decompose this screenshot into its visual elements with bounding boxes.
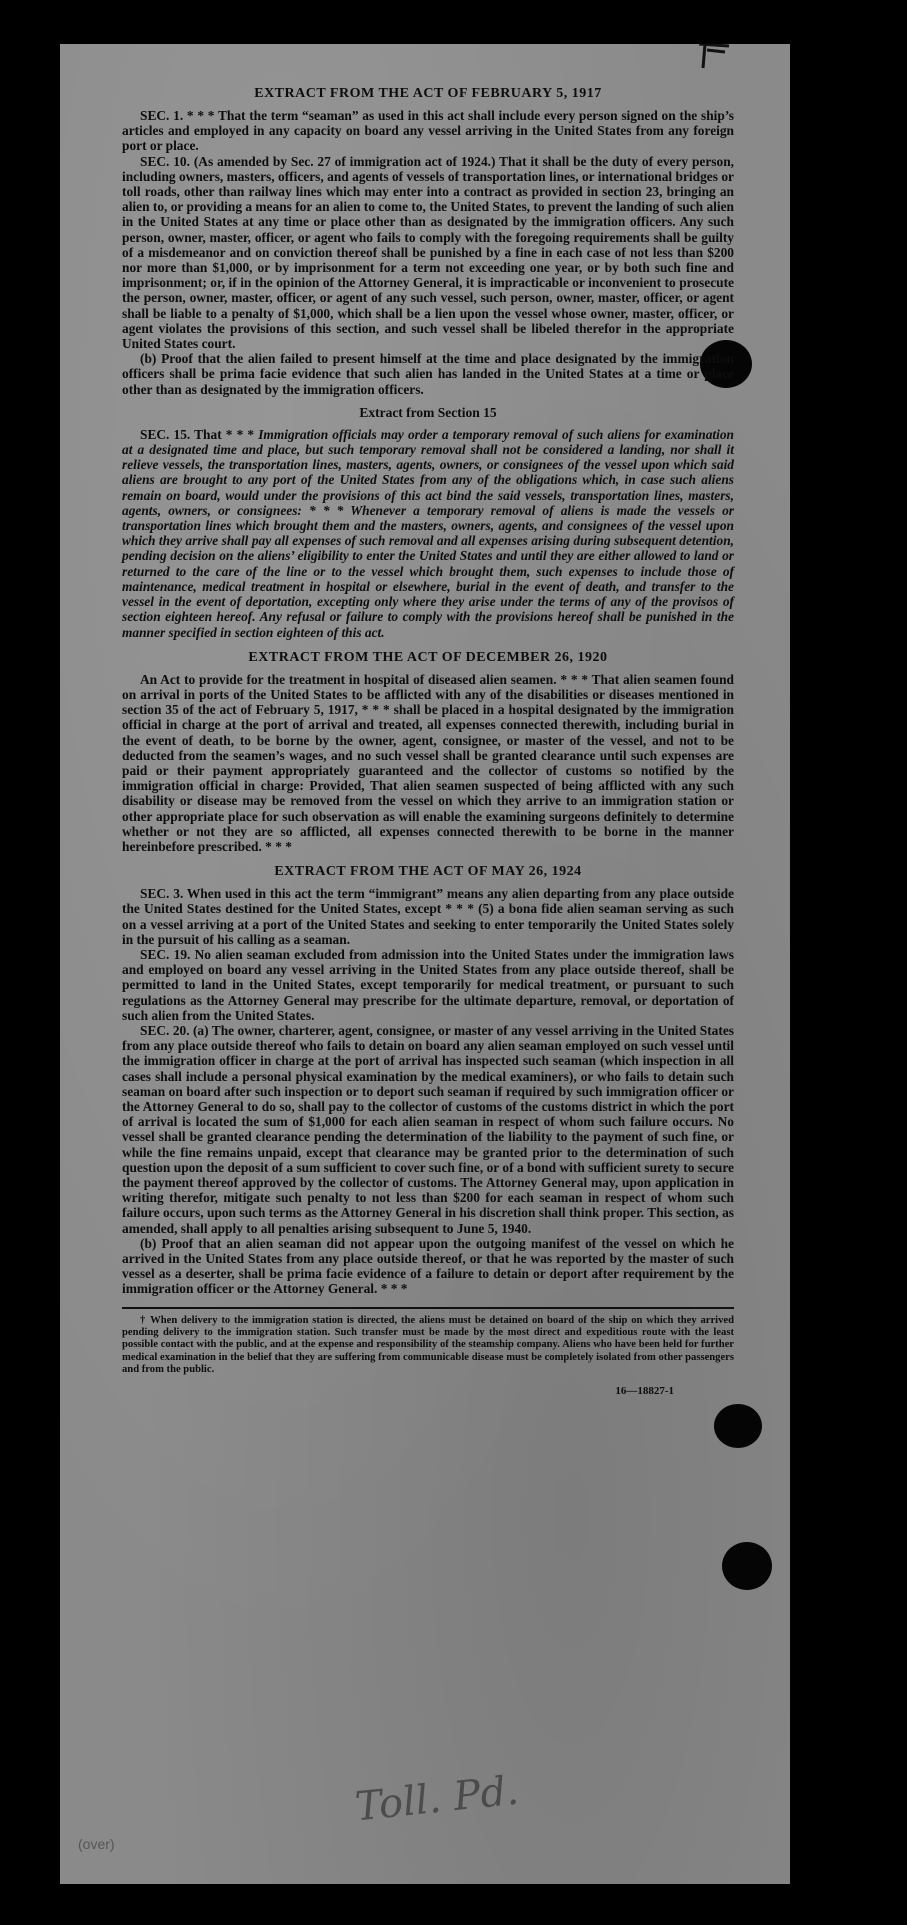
section-3: SEC. 3. When used in this act the term “immigrant” means any alien departing from any place outside the United States destined for the United States, except * * * (5) a bona fide alien seaman serving as such on a vessel arriving at a port of the United States and seeking to enter temporarily the United States solely in the pursuit of his calling as a seaman. <box>122 886 734 947</box>
section-15 <box>122 427 734 640</box>
document-body <box>122 86 734 1397</box>
section-20-b: (b) Proof that an alien seaman did not appear upon the outgoing manifest of the vessel on which he arrived in the United States from any place outside thereof, or that he was reported by the master of such vessel as a deserter, shall be prima facie evidence of a failure to detain or deport after requirement by the immigration officer or the Attorney General. * * * <box>122 1235 734 1297</box>
section-20-a: SEC. 20. (a) The owner, charterer, agent, consignee, or master of any vessel arriving in the United States from any place outside thereof who fails to detain on board any alien seaman employed on such vessel until the immigration officer in charge at the port of arrival has inspected such seaman (which inspection in all cases shall include a personal physical examination by the medical examiners), or who fails to detain such seaman on board after such inspection or to deport such seaman if required by such immigration officer or the Attorney General to do so, shall pay to the collector of customs of the customs district in which the port of arrival is located the sum of $1,000 for each alien seaman in respect of whom such failure occurs. No vessel shall be granted clearance pending the determination of the liability to the payment of such fine, or while the fine remains unpaid, except that clearance may be granted prior to the determination of such question upon the deposit of a sum sufficient to cover such fine, or of a bond with sufficient surety to secure the payment thereof approved by the collector of customs. The Attorney General may, upon application in writing therefor, mitigate such penalty to not less than $200 for each seaman in respect of whom such failure occurs, upon such terms as the Attorney General in his discretion shall think proper. This section, as amended, shall apply to all penalties arising subsequent to June 5, 1940. <box>122 1022 734 1236</box>
section-1: SEC. 1. * * * That the term “seaman” as used in this act shall include every person signed on the ship’s articles and employed in any capacity on board any vessel arriving in the United States from any foreign port or place. <box>122 108 734 154</box>
over-note: (over) <box>78 1836 115 1852</box>
section-19: SEC. 19. No alien seaman excluded from admission into the United States under the immigration laws and employed on board any vessel arriving in the United States from any place outside thereof, shall be permitted to land in the United States, except temporarily for medical treatment, or pursuant to such regulations as the Attorney General may prescribe for the ultimate departure, removal, or deportation of such alien from the United States. <box>122 946 734 1023</box>
heading-act-1924: EXTRACT FROM THE ACT OF MAY 26, 1924 <box>274 864 582 880</box>
heading-section-15: Extract from Section 15 <box>359 404 497 420</box>
footnote-block <box>122 1315 734 1377</box>
section-15-lead: SEC. 15. That * * * <box>140 426 255 442</box>
staple-mark-icon <box>695 44 733 70</box>
footnote: † When delivery to the immigration station is directed, the aliens must be detained on board of the ship on which they arrived pending delivery to the immigration station. Such transfer must be made by the most direct and expeditious route with the least possible contact with the public, and at the expense and responsibility of the steamship company. Aliens who have been held for further medical examination in the belief that they are suffering from communicable disease must be completely isolated from other passengers and from the public. <box>122 1314 734 1376</box>
act-1920-text: An Act to provide for the treatment in hospital of diseased alien seamen. * * * That alien seamen found on arrival in ports of the United States to be afflicted with any of the disabilities or diseases mentioned in section 35 of the act of February 5, 1917, * * * shall be placed in a hospital designated by the immigration official in charge at the port of arrival and treated, all expenses connected therewith, including burial in the event of death, to be borne by the owner, agent, consignee, or master of the vessel, and not to be deducted from the seamen’s wages, and no such vessel shall be granted clearance until such expenses are paid or their payment appropriately guaranteed and the collector of customs so notified by the immigration official in charge: Provided, That alien seamen suspected of being afflicted with any such disability or disease may be removed from the vessel on which they arrive to an immigration station or other appropriate place for such observation as will enable the examining surgeons definitely to determine whether or not they are so afflicted, all expenses connected therewith to be borne in the manner hereinbefore prescribed. * * * <box>122 671 734 854</box>
section-15-text: Immigration officials may order a temporary removal of such aliens for examination at a designated time and place, but such temporary removal shall not be considered a landing, nor shall it relieve vessels, the transportation lines, masters, agents, owners, or consignees of the vessel upon which said aliens are brought to any port of the United States from any of the obligations which, in case such aliens remain on board, would under the provisions of this act bind the said vessels, transportation lines, masters, agents, owners, or consignees: * * * Whenever a temporary removal of aliens is made the vessels or transportation lines which brought them and the masters, owners, agents, and consignees of the vessel upon which they arrive shall pay all expenses of such removal and all expenses arising during subsequent detention, pending decision on the aliens’ eligibility to enter the United States and until they are either allowed to land or returned to the care of the line or to the vessel which brought them, such expenses to include those of maintenance, medical treatment in hospital or elsewhere, burial in the event of death, and transfer to the vessel in the event of deportation, excepting only where they arise under the terms of any of the provisos of section eighteen hereof. Any refusal or failure to comply with the provisions hereof shall be punished in the manner specified in section eighteen of this act. <box>122 426 734 640</box>
heading-act-1917: EXTRACT FROM THE ACT OF FEBRUARY 5, 1917 <box>254 86 602 101</box>
handwritten-note: Toll. Pd. <box>353 1767 521 1831</box>
section-10: SEC. 10. (As amended by Sec. 27 of immigration act of 1924.) That it shall be the duty of every person, including owners, masters, officers, and agents of vessels of transportation lines, or international bridges or toll roads, other than railway lines which may enter into a contract as provided in section 23, bringing an alien to, or providing a means for an alien to come to, the United States, to prevent the landing of such alien in the United States at any time or place other than as designated by the immigration officers. Any such person, owner, master, officer, or agent who fails to comply with the foregoing requirements shall be guilty of a misdemeanor and on conviction thereof shall be punished by a fine in each case of not less than $200 nor more than $1,000, or by imprisonment for a term not exceeding one year, or by both such fine and imprisonment; or, if in the opinion of the Attorney General, it is impracticable or inconvenient to prosecute the person, owner, master, officer, or agent of any such vessel, such person, owner, master, officer, or agent shall be liable to a penalty of $1,000, which shall be a lien upon the vessel whose owner, master, officer, or agent violates the provisions of this section, and such vessel shall be libeled therefor in the appropriate United States court. <box>122 153 735 352</box>
footnote-divider <box>122 1307 734 1309</box>
ink-blot <box>714 1404 762 1448</box>
document-page <box>60 44 790 1884</box>
form-number: 16—18827-1 <box>615 1384 674 1397</box>
ink-blot <box>722 1542 772 1590</box>
heading-act-1920: EXTRACT FROM THE ACT OF DECEMBER 26, 1920 <box>248 649 608 665</box>
section-10-b: (b) Proof that the alien failed to present himself at the time and place designated by the immigration officers shall be prima facie evidence that such alien has landed in the United States at a time or place other than as designated by the immigration officers. <box>122 351 734 397</box>
